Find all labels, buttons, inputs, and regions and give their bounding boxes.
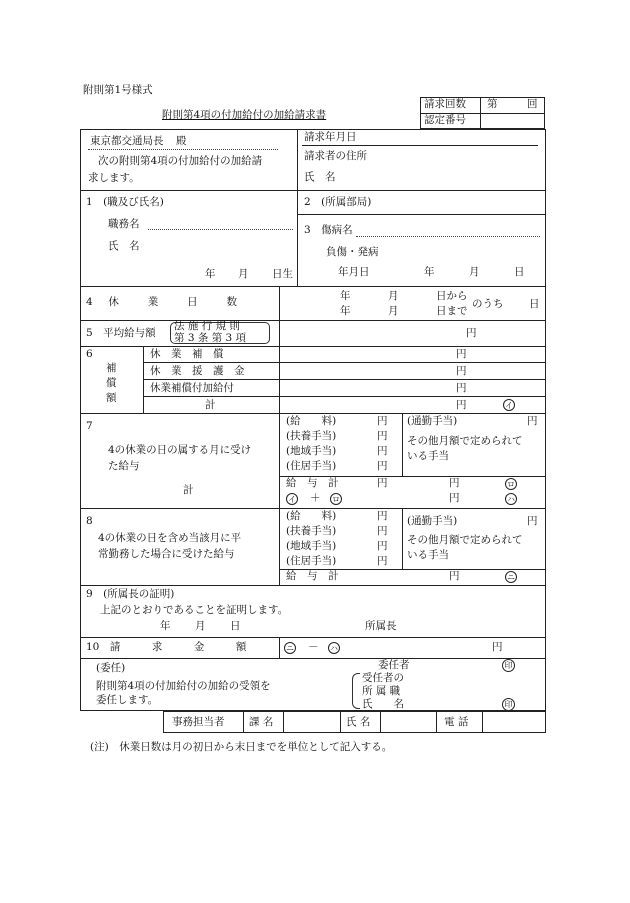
delegation-text-1: 附則第4項の付加給付の加給の受領を [96,680,271,692]
approval-no-label: 認定番号 [424,114,466,126]
footer-name: 氏 名 [346,716,371,728]
s7-desc-2: た給与 [108,460,140,472]
requester-address-label: 請求者の住所 [304,150,367,162]
s6-row-2: 休 業 援 護 金 [150,365,245,377]
s6-row-1: 休 業 補 償 [150,348,224,360]
s7-other-2: いる手当 [407,450,449,462]
s9-label: 9 (所属長の証明) [86,588,175,600]
s7-yen-4: 円 [377,460,388,472]
s6-yen-4: 円 [456,399,467,411]
s4-month-1: 月 [388,290,399,302]
s7-other-yen: 円 [449,477,460,489]
footer-section: 課 名 [249,716,274,728]
s10-circle-ni: ニ [286,644,294,653]
s9-chief: 所属長 [365,620,397,632]
s6-yen-2: 円 [456,365,467,377]
form-title: 附則第4項の付加給付の加給請求書 [162,109,327,121]
s7-item-3: (地域手当) [286,445,337,457]
s7-desc-1: 4の休業の日の属する月に受け [108,444,252,456]
s8-yen-2: 円 [377,525,388,537]
s7-circle-ro: ロ [332,495,340,504]
s5-label: 5 平均給与額 [86,327,156,339]
s1-month: 月 [238,268,249,280]
s6-circle-i: イ [505,401,513,410]
s6-num: 6 [86,348,93,360]
s6-v3: 額 [106,392,117,404]
s4-from: 日から [436,290,468,302]
s6-yen-3: 円 [456,382,467,394]
s8-num: 8 [86,515,93,527]
s9-year: 年 [160,620,171,632]
s1-label: 1 (職及び氏名) [86,196,164,208]
request-count-dai: 第 [487,98,498,110]
s8-desc-2: 常勤務した場合に受けた給与 [98,548,235,560]
s7-sum-yen: 円 [449,492,460,504]
s7-yen-3: 円 [377,445,388,457]
s4-until: 日まで [436,305,468,317]
s7-total: 計 [183,484,194,496]
s7-item-2: (扶養手当) [286,430,337,442]
delegator-seal: 印 [502,659,515,672]
s3-day: 日 [514,266,525,278]
s2-label: 2 (所属部局) [304,196,372,208]
s8-commute: (通勤手当) [407,515,458,527]
addressee-name: 東京都交通局長 [90,135,164,147]
s1-birth: 日生 [272,268,293,280]
form-id: 附則第1号様式 [83,84,153,96]
s7-commute-yen: 円 [527,415,538,427]
s8-commute-yen: 円 [527,515,538,527]
s8-yen-3: 円 [377,540,388,552]
s7-plus: ＋ [310,492,321,504]
requester-name-label: 氏 名 [304,171,336,183]
s7-yen-1: 円 [377,415,388,427]
s8-item-2: (扶養手当) [286,525,337,537]
s1-job-label: 職務名 [108,218,140,230]
s3-injury-label: 負傷・発病 [326,246,379,258]
s7-circle-ro-right: ロ [507,480,515,489]
s3-year: 年 [424,266,435,278]
s10-yen: 円 [492,641,503,653]
request-count-label: 請求回数 [424,98,466,110]
s10-label: 10 請 求 金 額 [86,641,247,653]
s4-year-1: 年 [340,290,351,302]
note: (注) 休業日数は月の初日から末日までを単位として記入する。 [90,741,393,753]
s9-day: 日 [230,620,241,632]
s7-other-1: その他月額で定められて [407,435,523,447]
delegator-label: 委任者 [378,659,410,671]
delegatee-2: 所 属 職 [362,685,401,697]
s9-text: 上記のとおりであることを証明します。 [100,604,289,616]
delegation-label: (委任) [96,662,126,674]
s6-yen-1: 円 [456,348,467,360]
s8-yen-1: 円 [377,510,388,522]
s8-other-2: いる手当 [407,549,449,561]
delegation-text-2: 委任します。 [96,694,159,706]
s6-v1: 補 [106,362,117,374]
s7-circle-i: イ [288,495,296,504]
s10-minus: － [308,641,319,653]
s8-other-1: その他月額で定められて [407,534,523,546]
s5-yen: 円 [466,327,477,339]
s6-v2: 償 [106,377,117,389]
delegatee-3: 氏 名 [362,698,404,710]
addressee-body-2: 求します。 [88,172,140,184]
s7-yen-2: 円 [377,430,388,442]
s7-item-4: (住居手当) [286,460,337,472]
s4-label: 4 休 業 日 数 [86,296,240,308]
delegatee-seal: 印 [502,698,515,711]
s1-name-label: 氏 名 [108,240,140,252]
s10-circle-ha: ハ [330,644,338,653]
s1-year: 年 [205,268,216,280]
delegatee-1: 受任者の [362,672,404,684]
addressee-body-1: 次の附則第4項の付加給付の加給請 [98,155,263,167]
s4-day: 日 [529,298,540,310]
s7-salary-total: 給 与 計 [286,477,339,489]
s3-month: 月 [469,266,480,278]
s6-row-3: 休業補償付加給付 [150,382,234,394]
s4-month-2: 月 [388,305,399,317]
s6-row-4: 計 [205,399,216,411]
request-count-kai: 回 [527,98,538,110]
s7-item-1: (給 料) [286,415,337,427]
s4-of-which: のうち [472,298,504,310]
delegatee-brace [352,673,360,709]
s7-circle-ha: ハ [507,495,515,504]
s3-label: 3 傷病名 [304,224,353,236]
s3-date-label: 年月日 [338,266,370,278]
s8-salary-total-yen: 円 [449,570,460,582]
s8-salary-total: 給 与 計 [286,570,339,582]
footer-staff: 事務担当者 [172,716,225,728]
s9-month: 月 [195,620,206,632]
s4-year-2: 年 [340,305,351,317]
request-date-label: 請求年月日 [304,131,357,143]
s5-rule-2: 第 3 条 第 3 項 [174,332,247,344]
s7-commute: (通勤手当) [407,415,458,427]
s8-circle-ni: ニ [507,573,515,582]
s8-yen-4: 円 [377,555,388,567]
footer-phone: 電 話 [444,716,469,728]
s8-item-4: (住居手当) [286,555,337,567]
addressee-dono: 殿 [176,135,187,147]
s7-num: 7 [86,420,93,432]
s8-desc-1: 4の休業の日を含め当該月に平 [98,532,242,544]
s7-salary-total-yen: 円 [377,477,388,489]
s8-item-3: (地域手当) [286,540,337,552]
s5-rule-1: 法 施 行 規 則 [174,320,240,332]
s8-item-1: (給 料) [286,510,337,522]
